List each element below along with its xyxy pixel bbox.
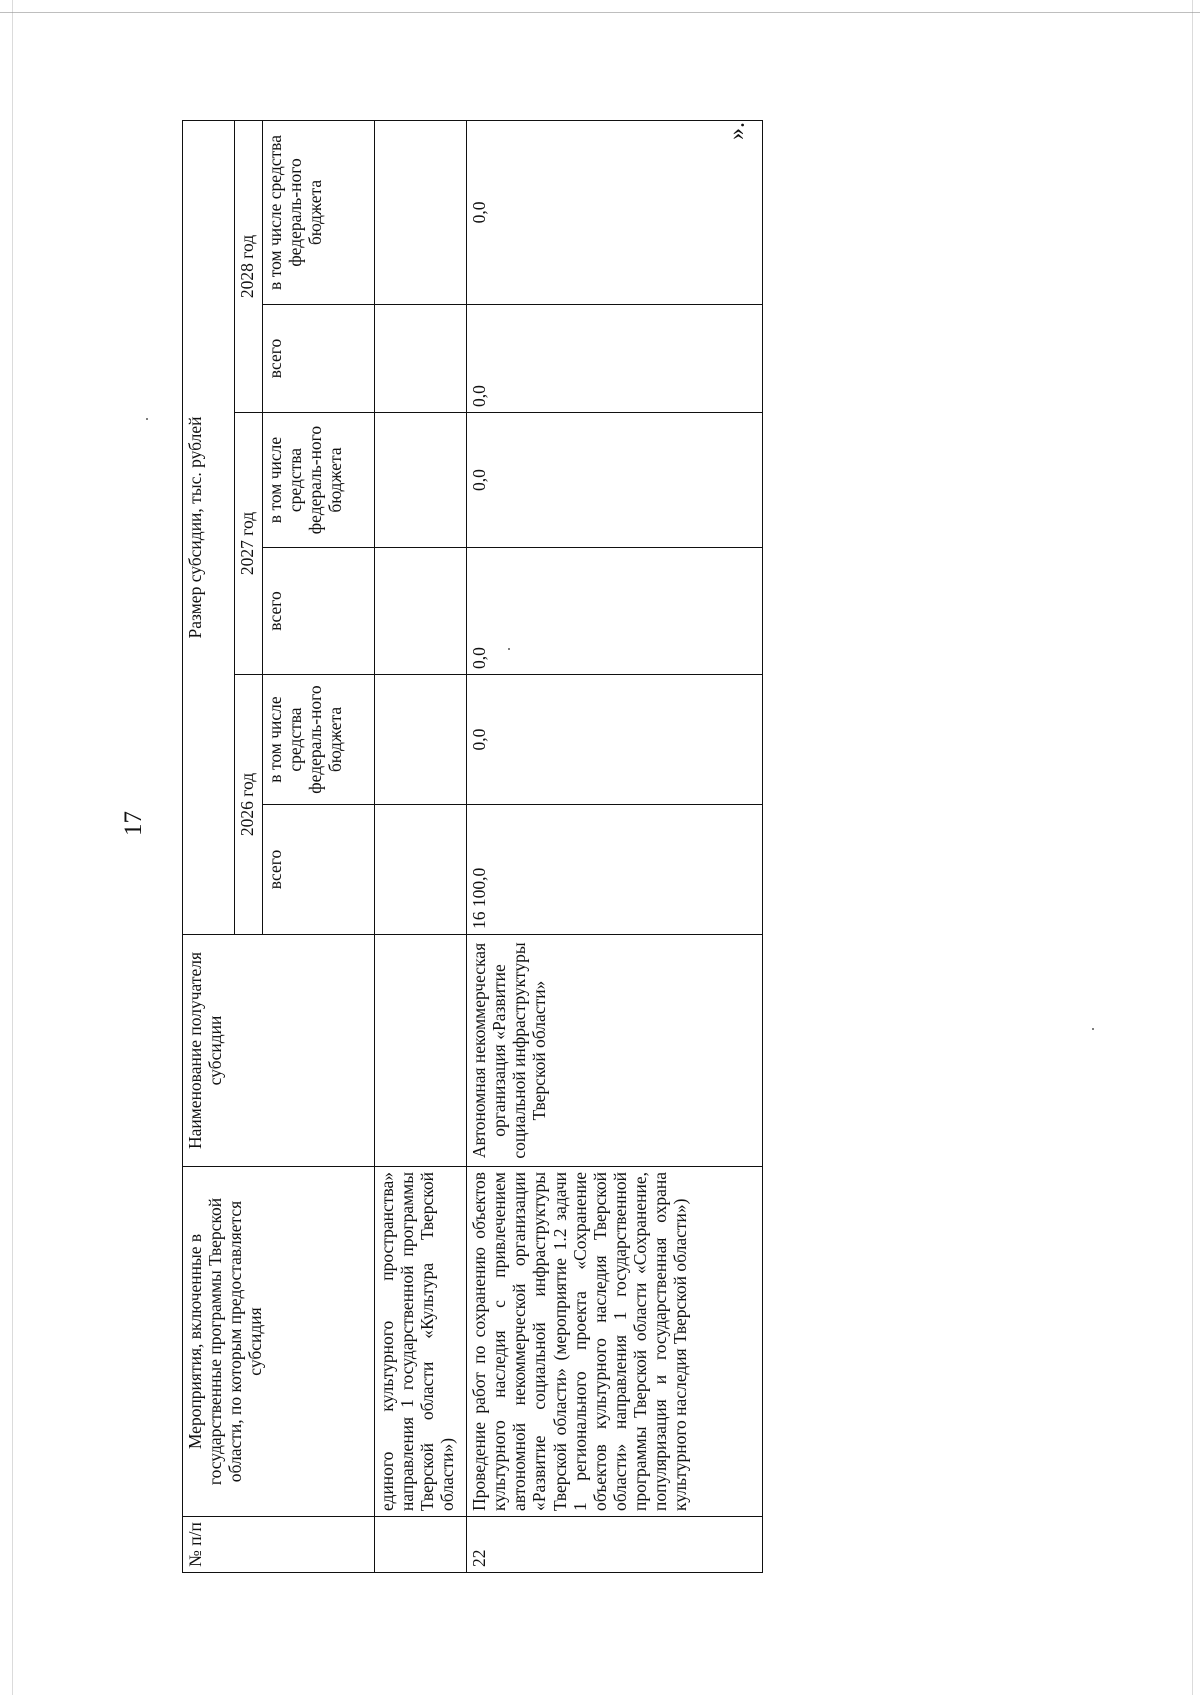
- header-measure: Мероприятия, включенные в государственные программы Тверской области, по которым предоставляется субсидия: [183, 1167, 375, 1517]
- subsidy-table: [182, 120, 763, 1573]
- row-value-total-2028: [375, 305, 467, 413]
- row-recipient: [375, 935, 467, 1167]
- row-value-federal-2026: 0,0: [467, 675, 763, 805]
- header-subsidy-amount: Размер субсидии, тыс. рублей: [183, 120, 235, 934]
- scan-edge-right: [1192, 0, 1193, 1695]
- table-row: [467, 120, 763, 1572]
- header-federal-2028: в том числе средства федераль-ного бюджета: [263, 120, 375, 304]
- header-total-2027: всего: [263, 548, 375, 675]
- closing-quote-mark: ».: [724, 122, 750, 140]
- row-value-total-2027: 0,0: [467, 548, 763, 675]
- header-federal-2027: в том числе средства федераль-ного бюджета: [263, 413, 375, 548]
- row-value-total-2026: 16 100,0: [467, 805, 763, 935]
- row-value-federal-2027: 0,0: [467, 413, 763, 548]
- row-value-total-2028: 0,0: [467, 305, 763, 413]
- row-value-total-2026: [375, 805, 467, 935]
- row-num: 22: [467, 1517, 763, 1573]
- row-value-total-2027: [375, 548, 467, 675]
- row-value-federal-2027: [375, 413, 467, 548]
- row-value-federal-2028: [375, 120, 467, 304]
- table-row: [375, 120, 467, 1572]
- header-federal-2026: в том числе средства федераль-ного бюджета: [263, 675, 375, 805]
- scan-edge-top: [0, 12, 1200, 13]
- page-number: 17: [120, 811, 147, 836]
- header-total-2028: всего: [263, 305, 375, 413]
- row-recipient: Автономная некоммерческая организация «Развитие социальной инфраструктуры Тверской области»: [467, 935, 763, 1167]
- header-year-2026: 2026 год: [235, 675, 263, 935]
- scan-speck: [1092, 1028, 1094, 1030]
- header-recipient: Наименование получателя субсидии: [183, 935, 375, 1167]
- rotated-table-container: [182, 121, 770, 1573]
- row-value-federal-2026: [375, 675, 467, 805]
- header-year-2027: 2027 год: [235, 413, 263, 675]
- row-measure: единого культурного пространства» направления 1 государственной программы Тверской области «Культура Тверской области»): [375, 1167, 467, 1517]
- row-value-federal-2028: 0,0: [467, 120, 763, 304]
- header-num: № п/п: [183, 1517, 375, 1573]
- scan-edge-left: [12, 0, 13, 1695]
- header-total-2026: всего: [263, 805, 375, 935]
- header-year-2028: 2028 год: [235, 120, 263, 412]
- row-num: [375, 1517, 467, 1573]
- row-measure: Проведение работ по сохранению объектов культурного наследия с привлечением автономной некоммерческой организации «Развитие социальной инфраструктуры Тверской области» (мероприятие 1.2 задачи 1 регионального проекта «Сохранение объектов культурного наследия Тверской области» направления 1 государственной программы Тверской области «Сохранение, популяризация и государственная охрана культурного наследия Тверской области»): [467, 1167, 763, 1517]
- scan-speck: [146, 418, 148, 420]
- header-row-1: [183, 120, 235, 1572]
